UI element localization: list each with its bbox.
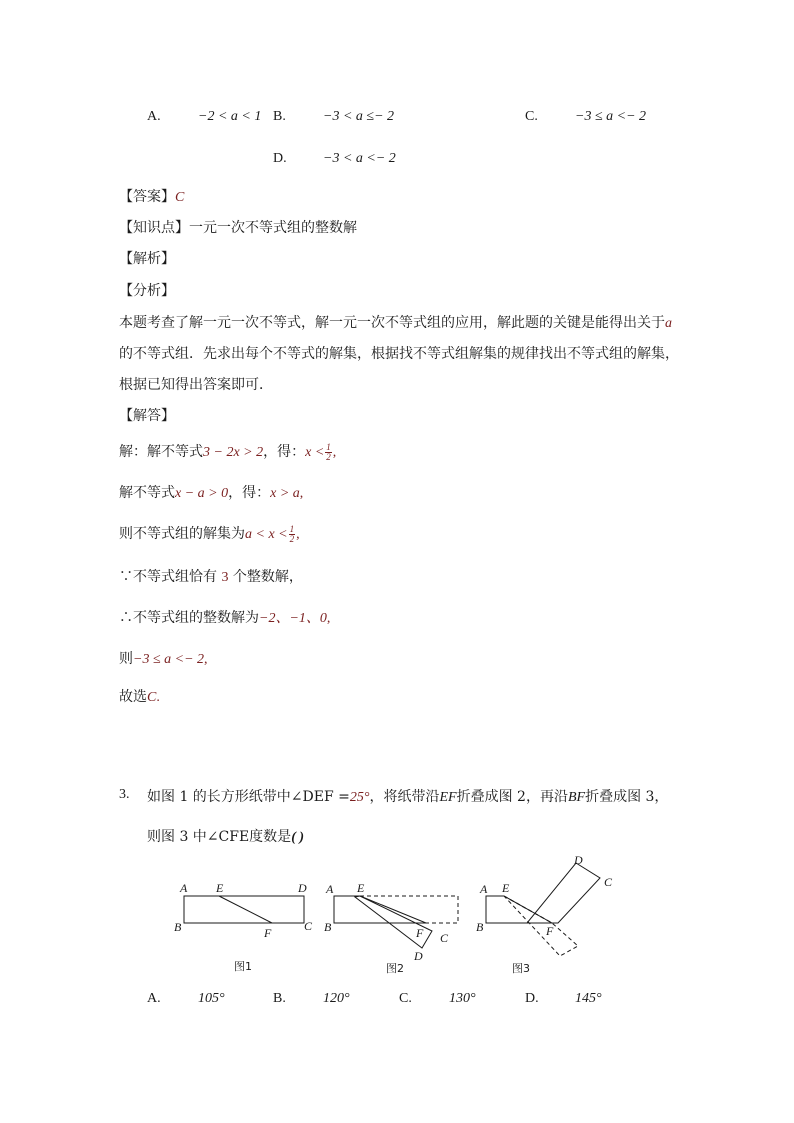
step1-mid: ，得：: [263, 444, 306, 460]
option-a-label: A.: [147, 109, 161, 124]
fig2-dashed-original: [360, 896, 458, 923]
fenxi-line-2: 的不等式组．先求出每个不等式的解集，根据找不等式组解集的规律找出不等式组的解集，: [119, 346, 679, 362]
fig2-label-b: B: [324, 920, 332, 934]
solution-step-6: [119, 648, 208, 668]
fig2-label-e: E: [357, 881, 365, 895]
fig1-fold-line: [219, 896, 272, 923]
solution-step-1: [119, 441, 336, 462]
solution-step-3: [119, 523, 300, 544]
step1-denominator: 2: [326, 451, 331, 462]
step5-prefix: ∴不等式组的整数解为: [119, 610, 259, 626]
fig3-caption: 图3: [512, 962, 530, 975]
fig1-label-b: B: [174, 920, 182, 934]
option-c-label: C.: [525, 109, 538, 124]
solution-step-7: [119, 686, 160, 706]
step6-expression: −3 ≤ a <− 2: [133, 652, 205, 667]
q3-text-b: ，将纸带沿: [369, 789, 440, 805]
step1-prefix: 解：解不等式: [119, 444, 203, 460]
q3-text-a: 如图 1 的长方形纸带中∠DEF =: [147, 789, 350, 805]
fenxi-line-3: 根据已知得出答案即可．: [119, 377, 273, 393]
step5-values: −2、−1、0: [259, 611, 327, 626]
q3-ef: EF: [439, 790, 457, 805]
step1-result: x <: [305, 445, 325, 460]
q3-option-a-value: 105°: [198, 991, 225, 1006]
fig3-label-c: C: [604, 875, 613, 889]
fig3-label-d: D: [574, 853, 583, 867]
step5-end: ,: [326, 611, 331, 626]
step2-end: ,: [299, 486, 304, 501]
fig3-line-ef: [504, 896, 552, 923]
q3-option-a-label: A.: [147, 991, 161, 1006]
step3-numerator: 1: [289, 523, 295, 534]
step2-mid: ，得：: [228, 485, 271, 501]
step7-answer: C: [147, 690, 157, 705]
fig2-strip-outline: [334, 896, 426, 923]
fig3-label-a: A: [480, 882, 488, 896]
fig2-fold-line: [360, 896, 426, 923]
step6-end: ,: [204, 652, 208, 667]
fig3-dashed-flap: [504, 896, 578, 956]
fig1-label-c: C: [304, 919, 313, 933]
step1-end: ,: [332, 445, 337, 460]
step1-numerator: 1: [326, 441, 331, 452]
q3-text-d: 折叠成图 3，: [585, 789, 669, 805]
fig1-rectangle: [184, 896, 304, 923]
solution-step-4: [119, 566, 303, 586]
fenxi-line-1: [119, 312, 672, 332]
knowledge-value: 一元一次不等式组的整数解: [189, 220, 357, 236]
option-d-label: D.: [273, 151, 287, 166]
fig1-caption: 图1: [234, 960, 252, 973]
option-d-value: −3 < a <− 2: [323, 151, 396, 166]
answer-line: [119, 186, 184, 206]
fig2-label-d: D: [414, 949, 423, 963]
jieda-tag: 【解答】: [119, 408, 175, 424]
question-3-line-1: [147, 786, 668, 806]
option-b-label: B.: [273, 109, 286, 124]
q3-line2-text: 则图 3 中∠CFE度数是: [147, 829, 292, 845]
q3-option-d-value: 145°: [575, 991, 602, 1006]
solution-step-2: [119, 482, 303, 502]
q3-bf: BF: [567, 790, 586, 805]
fig2-label-c: C: [440, 931, 449, 945]
q3-option-c-value: 130°: [449, 991, 476, 1006]
step6-prefix: 则: [119, 651, 133, 667]
step3-expression: a < x <: [245, 527, 288, 542]
step4-prefix: ∵不等式组恰有: [119, 569, 217, 585]
step1-fraction: [325, 443, 332, 462]
option-b-value: −3 < a ≤− 2: [323, 109, 395, 124]
fig2-folded-flap: [355, 896, 432, 948]
figure-2: [324, 881, 458, 975]
step3-end: ,: [296, 527, 300, 542]
answer-value: C: [175, 190, 185, 205]
fig3-strip-outline: [486, 896, 550, 923]
step3-fraction: [289, 525, 296, 544]
q3-text-c: 折叠成图 2，再沿: [456, 789, 568, 805]
fenxi-tag: 【分析】: [119, 283, 175, 299]
solution-step-5: [119, 607, 330, 627]
step1-expression: 3 − 2x > 2: [203, 445, 264, 460]
knowledge-tag: 【知识点】: [119, 220, 189, 236]
step4-number: 3: [221, 570, 229, 585]
answer-tag: 【答案】: [119, 189, 175, 205]
fig1-label-f: F: [264, 926, 272, 940]
question-3-line-2: [147, 826, 304, 846]
fig3-folded-strip: [527, 863, 600, 923]
option-c-value: −3 ≤ a <− 2: [575, 109, 647, 124]
step2-prefix: 解不等式: [119, 485, 175, 501]
step2-expression: x − a > 0: [175, 486, 229, 501]
fold-figures: [160, 848, 630, 978]
figure-1: [174, 881, 313, 973]
step2-result: x > a: [270, 486, 300, 501]
step7-end: .: [156, 690, 160, 705]
fig2-caption: 图2: [386, 962, 404, 975]
option-a-value: −2 < a < 1: [198, 109, 262, 124]
q3-angle: 25°: [349, 790, 370, 805]
q3-option-b-label: B.: [273, 991, 286, 1006]
fenxi-text-1: 本题考查了解一元一次不等式，解一元一次不等式组的应用，解此题的关键是能得出关于: [119, 315, 665, 331]
step3-denominator: 2: [289, 533, 295, 544]
fig1-label-a: A: [180, 881, 188, 895]
fig2-label-f: F: [416, 926, 424, 940]
fig3-label-e: E: [502, 881, 510, 895]
fig3-label-b: B: [476, 920, 484, 934]
fenxi-variable: a: [665, 316, 672, 331]
q3-option-b-value: 120°: [323, 991, 350, 1006]
fig1-label-d: D: [298, 881, 307, 895]
fig2-label-a: A: [326, 882, 334, 896]
figure-3: [476, 853, 613, 975]
question-3-number: 3.: [119, 787, 130, 802]
step3-prefix: 则不等式组的解集为: [119, 526, 245, 542]
q3-option-c-label: C.: [399, 991, 412, 1006]
fig3-label-f: F: [546, 924, 554, 938]
q3-option-d-label: D.: [525, 991, 539, 1006]
knowledge-line: [119, 217, 357, 237]
analysis-tag: 【解析】: [119, 251, 175, 267]
fig1-label-e: E: [216, 881, 224, 895]
step4-suffix: 个整数解，: [232, 569, 303, 585]
step7-prefix: 故选: [119, 689, 147, 705]
q3-answer-blank: ( ): [291, 830, 305, 845]
